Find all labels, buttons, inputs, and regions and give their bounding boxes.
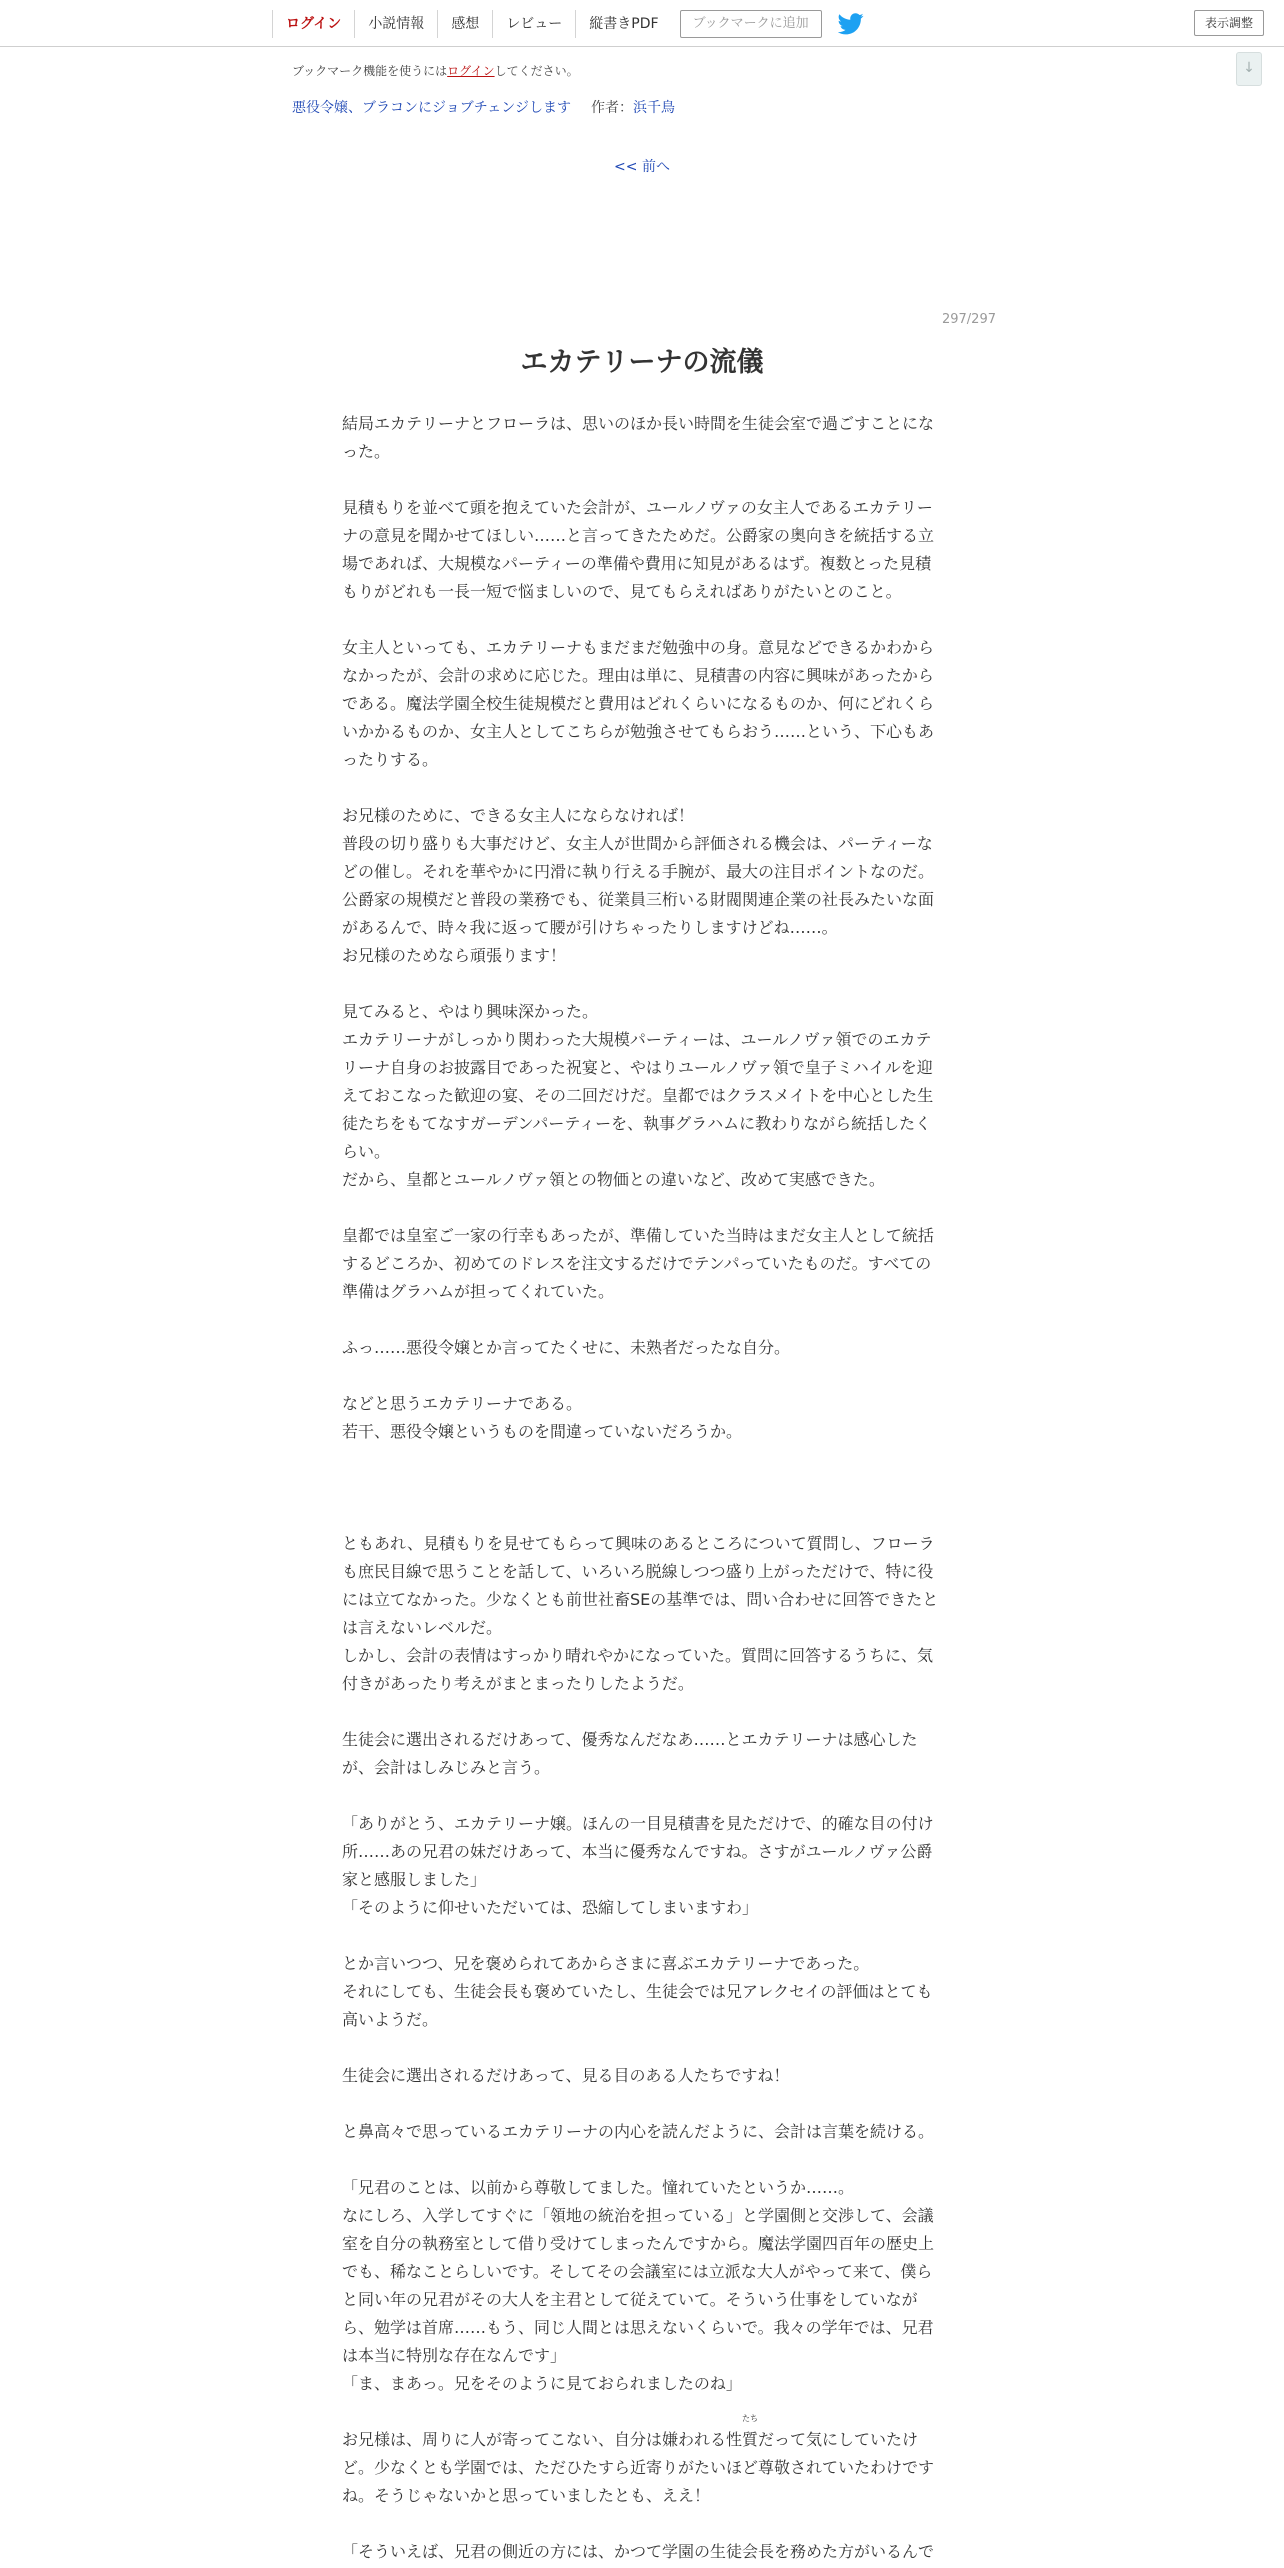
twitter-icon[interactable] [838, 13, 864, 35]
body-paragraph-with-ruby [342, 2414, 942, 2510]
body-paragraph: と鼻高々で思っているエカテリーナの内心を読んだように、会計は言葉を続ける。 [342, 2122, 935, 2141]
display-settings-button[interactable]: 表示調整 [1194, 10, 1264, 36]
nav-novel-info[interactable]: 小説情報 [354, 10, 437, 38]
work-info [292, 97, 675, 117]
ruby-text-after: だって気にしていたけど。少なくとも学園では、ただひたすら近寄りがたいほど尊敬されていたわけですね。そうじゃないかと思っていましたとも、ええ！ [342, 2430, 935, 2505]
body-paragraph: ふっ……悪役令嬢とか言ってたくせに、未熟者だったな自分。 [342, 1338, 791, 1357]
author-name-link[interactable]: 浜千鳥 [632, 100, 675, 116]
body-paragraph: 女主人といっても、エカテリーナもまだまだ勉強中の身。意見などできるかわからなかったが、会計の求めに応じた。理由は単に、見積書の内容に興味があったからである。魔法学園全校生徒規模だと費用はどれくらいになるものか、何にどれくらいかかるものか、女主人としてこちらが勉強させてもらおう……という、下心もあったりする。 [342, 638, 935, 769]
chapter-body [342, 410, 942, 2566]
ruby-reading: たち [742, 2414, 759, 2423]
notice-text-after: してください。 [494, 64, 579, 78]
body-paragraph: ともあれ、見積もりを見せてもらって興味のあるところについて質問し、フローラも庶民目線で思うことを話して、いろいろ脱線しつつ盛り上がっただけで、特に役には立てなかった。少なくとも前世社畜SEの基準では、問い合わせに回答できたとは言えないレベルだ。 しかし、会計の表情はすっかり晴れやかになっていた。質問に回答するうちに、気付きがあったり考えがまとまったりしたようだ。 [342, 1534, 939, 1693]
author-label: 作者： [590, 100, 633, 116]
work-title-link[interactable]: 悪役令嬢、ブラコンにジョブチェンジします [292, 100, 571, 116]
notice-text-before: ブックマーク機能を使うには [292, 64, 448, 78]
body-paragraph: とか言いつつ、兄を褒められてあからさまに喜ぶエカテリーナであった。 それにしても、生徒会長も褒めていたし、生徒会では兄アレクセイの評価はとても高いようだ。 [342, 1954, 933, 2029]
nav-vertical-pdf[interactable]: 縦書きPDF [575, 10, 671, 38]
body-paragraph: 見てみると、やはり興味深かった。 エカテリーナがしっかり関わった大規模パーティーは、ユールノヴァ領でのエカテリーナ自身のお披露目であった祝宴と、やはりユールノヴァ領で皇子ミハイルを迎えておこなった歓迎の宴、その二回だけだ。皇都ではクラスメイトを中心とした生徒たちをもてなすガーデンパーティーを、執事グラハムに教わりながら統括したくらい。 だから、皇都とユールノヴァ領との物価との違いなど、改めて実感できた。 [342, 1002, 934, 1189]
body-paragraph: 「そういえば、兄君の側近の方には、かつて学園の生徒会長を務めた方がいるんで [342, 2542, 935, 2561]
body-paragraph: 結局エカテリーナとフローラは、思いのほか長い時間を生徒会室で過ごすことになった。 [342, 414, 935, 461]
nav-menu [272, 0, 864, 47]
body-paragraph: 「兄君のことは、以前から尊敬してました。憧れていたというか……。 なにしろ、入学してすぐに「領地の統治を担っている」と学園側と交渉して、会議室を自分の執務室として借り受けてしまったんですから。魔法学園四百年の歴史上でも、稀なことらしいです。そしてその会議室には立派な大人がやって来て、僕らと同い年の兄君がその大人を主君として従えていて。そういう仕事をしていながら、勉学は首席……もう、同じ人間とは思えないくらいで。我々の学年では、兄君は本当に特別な存在なんです」 「ま、まあっ。兄をそのように見ておられましたのね」 [342, 2178, 935, 2393]
bookmark-login-notice [292, 62, 579, 79]
chapter-counter: 297/297 [941, 312, 996, 327]
top-navigation-bar [0, 0, 1284, 47]
nav-review[interactable]: レビュー [492, 10, 575, 38]
body-paragraph: 生徒会に選出されるだけあって、見る目のある人たちですね！ [342, 2066, 790, 2085]
ruby-base: 質 [742, 2430, 759, 2449]
ruby-text-before: お兄様は、周りに人が寄ってこない、自分は嫌われる性 [342, 2430, 743, 2449]
add-bookmark-button[interactable]: ブックマークに追加 [680, 10, 822, 38]
chapter-title: エカテリーナの流儀 [520, 347, 764, 378]
notice-login-link[interactable]: ログイン [447, 64, 495, 78]
body-paragraph: 「ありがとう、エカテリーナ嬢。ほんの一目見積書を見ただけで、的確な目の付け所……あの兄君の妹だけあって、本当に優秀なんですね。さすがユールノヴァ公爵家と感服しました」 「そのように仰せいただいては、恐縮してしまいますわ」 [342, 1814, 934, 1917]
body-paragraph: などと思うエカテリーナである。 若干、悪役令嬢というものを間違っていないだろうか。 [342, 1394, 743, 1441]
body-paragraph: 生徒会に選出されるだけあって、優秀なんだなあ……とエカテリーナは感心したが、会計はしみじみと言う。 [342, 1730, 918, 1777]
scroll-down-button[interactable]: ↓ [1236, 52, 1262, 86]
body-paragraph: 皇都では皇室ご一家の行幸もあったが、準備していた当時はまだ女主人として統括するどころか、初めてのドレスを注文するだけでテンパっていたものだ。すべての準備はグラハムが担ってくれていた。 [342, 1226, 934, 1301]
prev-chapter-link[interactable]: << 前へ [614, 159, 670, 175]
ruby-annotation [742, 2414, 759, 2454]
nav-impressions[interactable]: 感想 [437, 10, 492, 38]
body-paragraph: お兄様のために、できる女主人にならなければ！ 普段の切り盛りも大事だけど、女主人が世間から評価される機会は、パーティーなどの催し。それを華やかに円滑に執り行える手腕が、最大の注目ポイントなのだ。公爵家の規模だと普段の業務でも、従業員三桁いる財閥関連企業の社長みたいな面があるんで、時々我に返って腰が引けちゃったりしますけどね……。 お兄様のためなら頑張ります！ [342, 806, 935, 965]
body-paragraph: 見積もりを並べて頭を抱えていた会計が、ユールノヴァの女主人であるエカテリーナの意見を聞かせてほしい……と言ってきたためだ。公爵家の奥向きを統括する立場であれば、大規模なパーティーの準備や費用に知見があるはず。複数とった見積もりがどれも一長一短で悩ましいので、見てもらえればありがたいとのこと。 [342, 498, 935, 601]
nav-login[interactable]: ログイン [272, 10, 354, 38]
